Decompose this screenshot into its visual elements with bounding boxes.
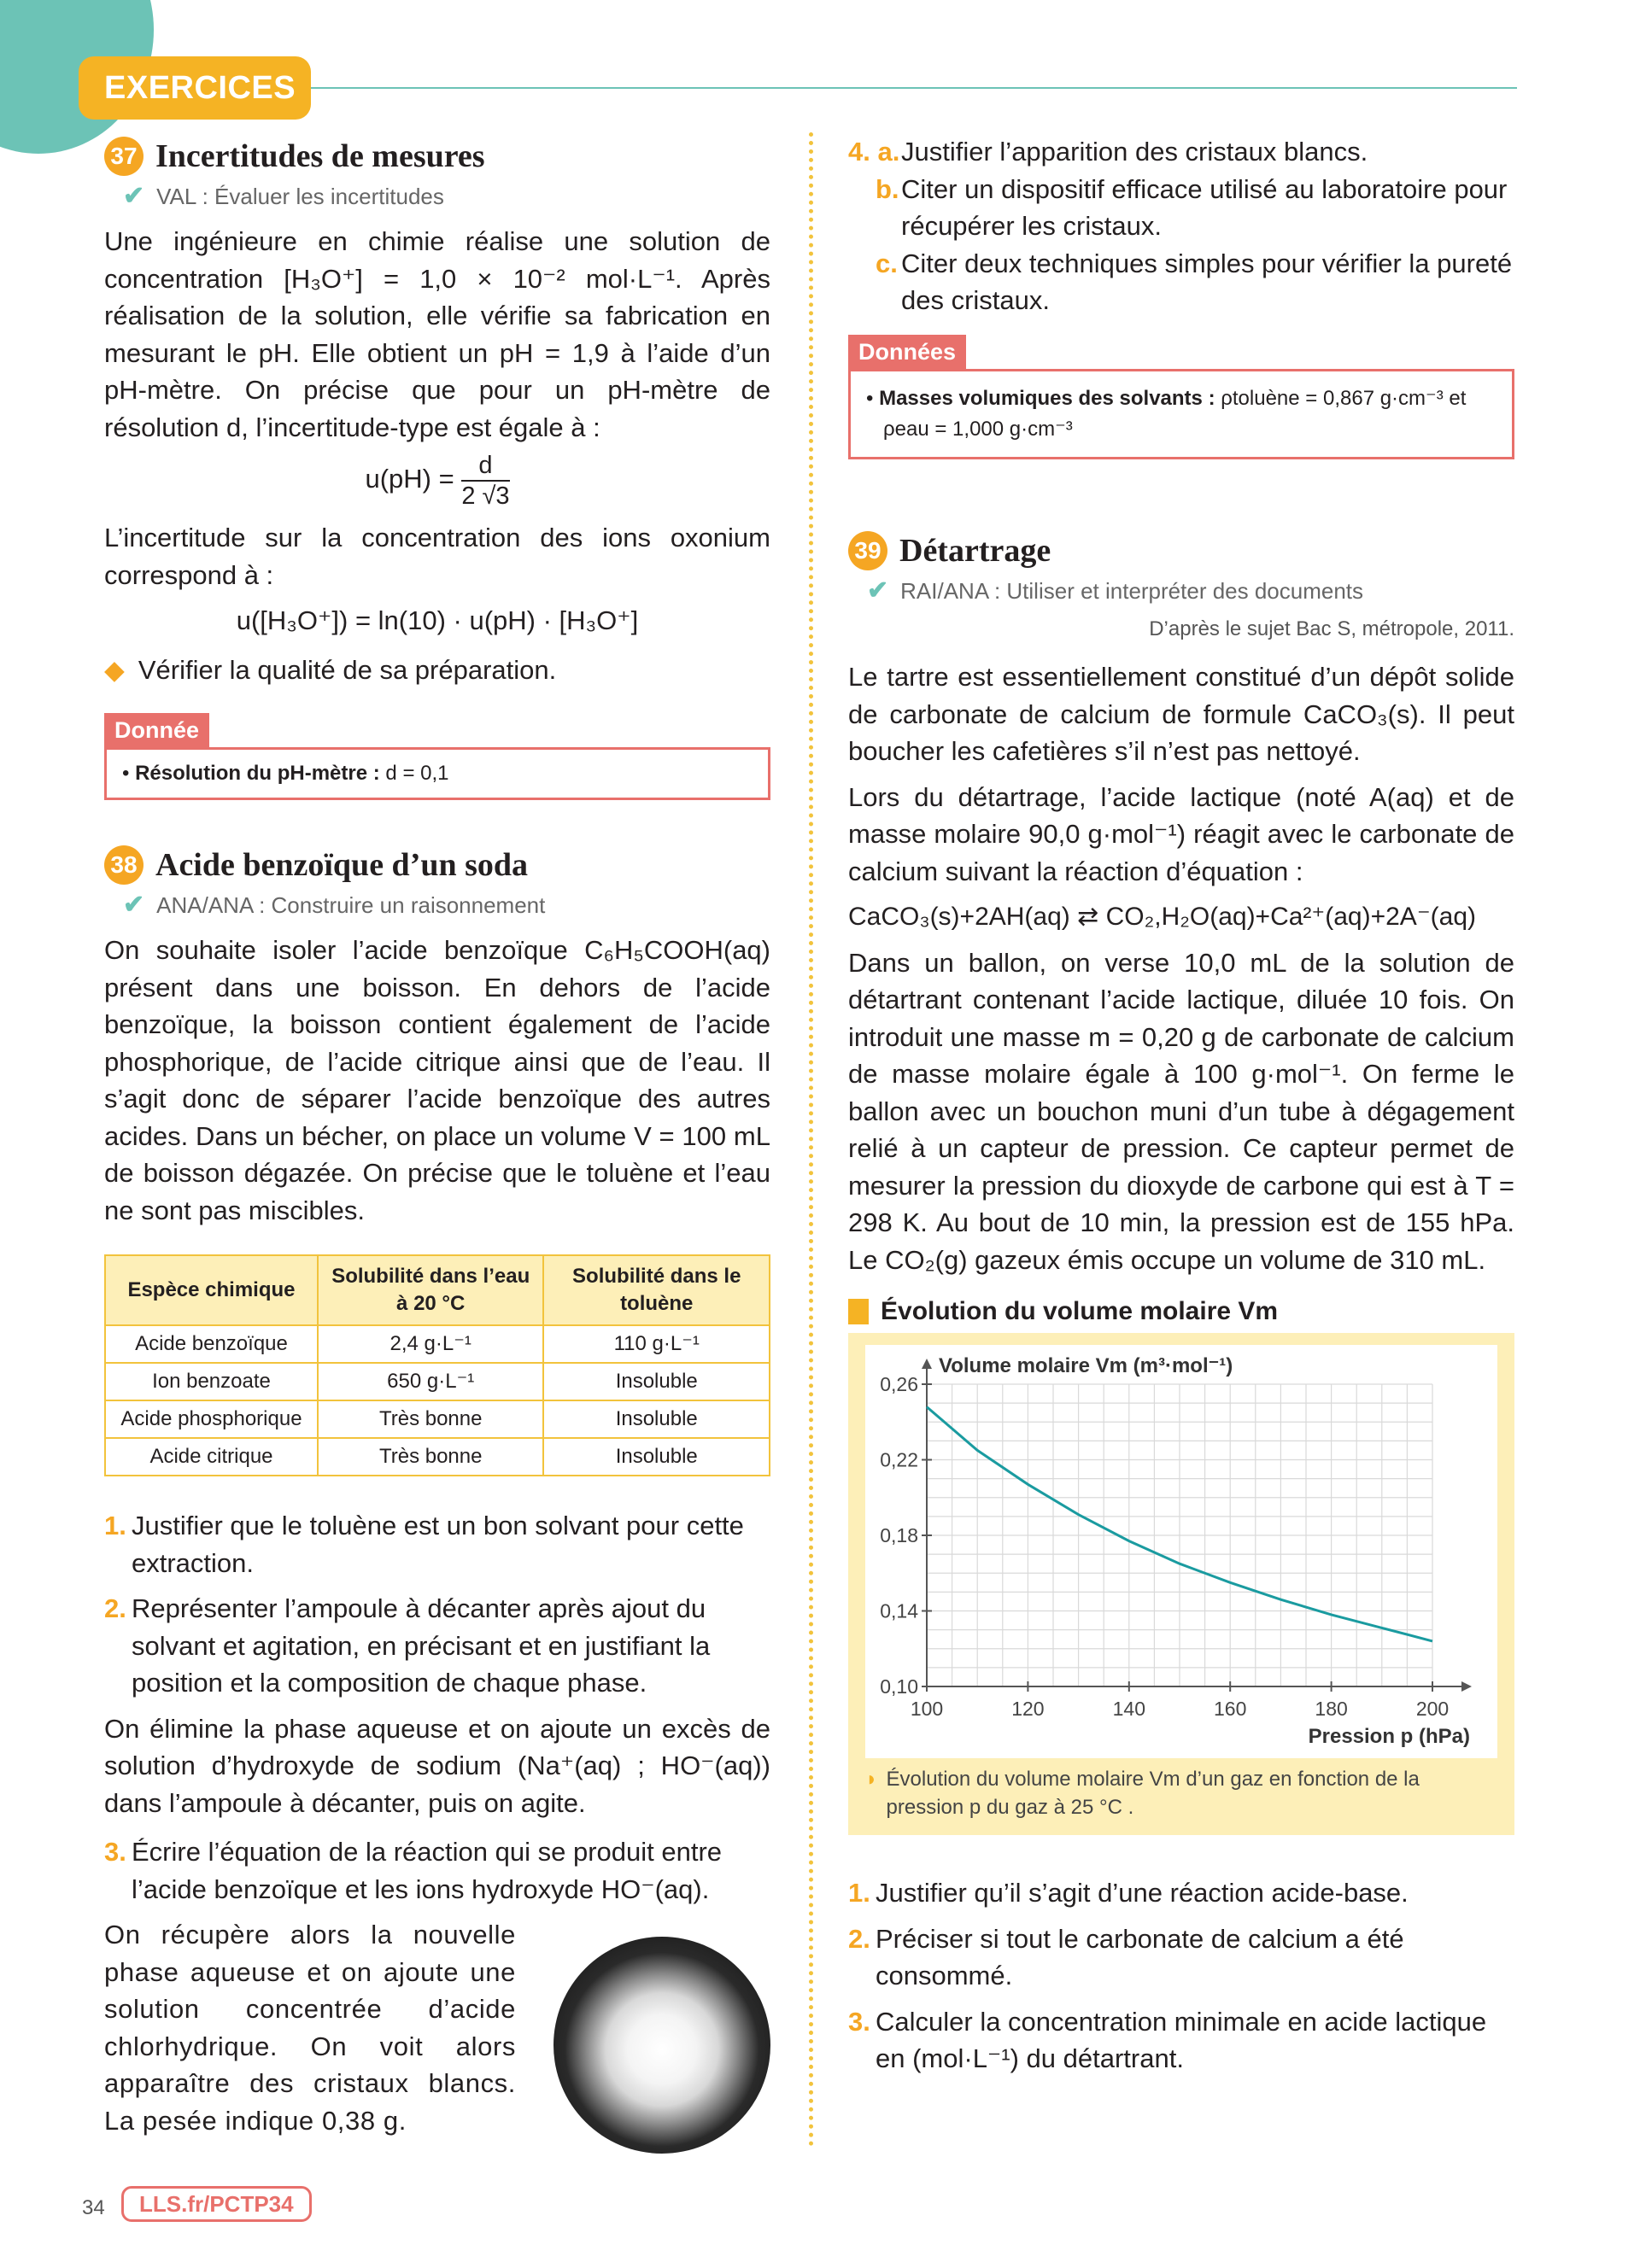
graph-title: Évolution du volume molaire Vm xyxy=(848,1297,1514,1326)
x-tick-label: 200 xyxy=(1415,1698,1450,1720)
square-icon xyxy=(848,1299,869,1324)
check-icon: ✔ xyxy=(123,182,145,210)
skill-label: RAI/ANA : Utiliser et interpréter des documents xyxy=(900,578,1364,604)
y-tick-label: 0,22 xyxy=(880,1448,918,1471)
paragraph: On souhaite isoler l’acide benzoïque C₆H₅COOH(aq) présent dans une boisson. En dehors de l’acide benzoïque, la boisson contient également de l’acide phosphorique, de l’acide citrique ainsi que de l’eau. Il s’agit donc de séparer l’acide benzoïque des autres acides. Dans un bécher, on place un volume V = 100 mL de boisson dégazée. On précise que le toluène et l’eau ne sont pas miscibles. xyxy=(104,935,770,1225)
exercise-number: 37 xyxy=(104,137,144,176)
table-header: Solubilité dans le toluène xyxy=(543,1255,770,1325)
graph-caption: ◗ Évolution du volume molaire Vm d’un gaz en fonction de la pression p du gaz à 25 °C . xyxy=(865,1765,1497,1821)
x-tick-label: 120 xyxy=(1011,1698,1045,1720)
paragraph: On récupère alors la nouvelle phase aqueuse et on ajoute une solution concentrée d’acide chlorhydrique. On voit alors apparaître des cristaux blancs. La pesée indique 0,38 g. xyxy=(104,1920,516,2136)
exercise-38-continued xyxy=(848,133,1514,459)
x-axis-arrow xyxy=(1461,1681,1472,1692)
data-block: Donnée • Résolution du pH-mètre : d = 0,1 xyxy=(104,713,770,800)
exercise-37 xyxy=(104,137,770,800)
paragraph: Lors du détartrage, l’acide lactique (noté A(aq) et de masse molaire 90,0 g·mol⁻¹) réagit avec le carbonate de calcium suivant la réaction d’équation : xyxy=(848,781,1514,886)
skill-label: VAL : Évaluer les incertitudes xyxy=(156,184,444,209)
data-tag: Données xyxy=(848,335,966,369)
question-1: 1. Justifier qu’il s’agit d’une réaction acide-base. xyxy=(848,1878,1409,1908)
check-icon: ✔ xyxy=(123,891,145,919)
x-tick-label: 160 xyxy=(1214,1698,1247,1720)
y-tick-label: 0,14 xyxy=(880,1599,918,1622)
question-4c: c. Citer deux techniques simples pour vérifier la pureté des cristaux. xyxy=(876,248,1513,315)
task: ◆ Vérifier la qualité de sa préparation. xyxy=(104,655,557,685)
y-axis-arrow xyxy=(922,1359,932,1369)
question-4b: b. Citer un dispositif efficace utilisé au laboratoire pour récupérer les cristaux. xyxy=(876,173,1508,241)
footer-link[interactable]: LLS.fr/PCTP34 xyxy=(121,2186,312,2222)
y-tick-label: 0,18 xyxy=(880,1524,918,1546)
volume-chart xyxy=(865,1345,1497,1758)
graph-panel xyxy=(848,1333,1514,1835)
data-tag: Donnée xyxy=(104,713,209,747)
y-axis-label: Volume molaire Vm (m³·mol⁻¹) xyxy=(939,1354,1233,1377)
page-number: 34 xyxy=(82,2196,105,2219)
formula-uph: u(pH) = $\frac{d}{2 √3}$ xyxy=(365,452,510,510)
x-tick-label: 140 xyxy=(1112,1698,1145,1720)
question-2: 2. Préciser si tout le carbonate de calcium a été consommé. xyxy=(848,1923,1404,1990)
exercise-title: Incertitudes de mesures xyxy=(155,138,485,174)
table-header: Solubilité dans l’eau à 20 °C xyxy=(318,1255,544,1325)
exercise-number: 39 xyxy=(848,531,887,570)
question-1: 1. Justifier que le toluène est un bon solvant pour cette extraction. xyxy=(104,1511,744,1578)
header-rule xyxy=(311,87,1517,89)
table-row: Ion benzoate 650 g·L⁻¹ Insoluble xyxy=(105,1363,770,1400)
paragraph: On élimine la phase aqueuse et on ajoute un excès de solution d’hydroxyde de sodium (Na⁺(aq) ; HO⁻(aq)) dans l’ampoule à décanter, puis on agite. xyxy=(104,1713,770,1818)
table-row: Acide citrique Très bonne Insoluble xyxy=(105,1438,770,1476)
check-icon: ✔ xyxy=(867,576,889,605)
data-block: Données • Masses volumiques des solvants : ρtoluène = 0,867 g·cm⁻³ et ρeau = 1,000 g·cm⁻³ xyxy=(848,335,1514,459)
exercise-39 xyxy=(848,531,1514,2078)
x-tick-label: 100 xyxy=(910,1698,944,1720)
solubility-table xyxy=(104,1254,770,1476)
section-label: EXERCICES xyxy=(79,56,311,120)
formula-uconc: u([H₃O⁺]) = ln(10) · u(pH) · [H₃O⁺] xyxy=(236,605,639,635)
exercise-title: Détartrage xyxy=(899,533,1051,569)
bullet-icon: ◆ xyxy=(104,655,125,685)
crystals-photo xyxy=(554,1937,770,2154)
column-divider xyxy=(809,132,813,2148)
question-3: 3. Écrire l’équation de la réaction qui se produit entre l’acide benzoïque et les ions hydroxyde HO⁻(aq). xyxy=(104,1837,723,1904)
paragraph: Le tartre est essentiellement constitué d’un dépôt solide de carbonate de calcium de formule CaCO₃(s). Il peut boucher les cafetières s’il n’est pas nettoyé. xyxy=(848,662,1514,766)
paragraph: Dans un ballon, on verse 10,0 mL de la solution de détartrant contenant l’acide lactique, diluée 10 fois. On introduit une masse m = 0,20 g de carbonate de calcium de masse molaire égale à 100 g·mol⁻¹. On ferme le ballon avec un bouchon muni d’un tube à dégagement relié à un capteur de pression. Ce capteur permet de mesurer la pression du dioxyde de carbone qui est à T = 298 K. Au bout de 10 min, la pression est de 155 hPa. Le CO₂(g) gazeux émis occupe un volume de 310 mL. xyxy=(848,947,1514,1275)
skill-label: ANA/ANA : Construire un raisonnement xyxy=(156,892,546,918)
y-tick-label: 0,26 xyxy=(880,1373,918,1395)
question-2: 2. Représenter l’ampoule à décanter après ajout du solvant et agitation, en précisant et en justifiant la position et la composition de chaque phase. xyxy=(104,1593,711,1698)
question-3: 3. Calculer la concentration minimale en acide lactique en (mol·L⁻¹) du détartrant. xyxy=(848,2006,1487,2073)
paragraph: Une ingénieure en chimie réalise une solution de concentration [H₃O⁺] = 1,0 × 10⁻² mol·L⁻¹. Après réalisation de la solution, elle vérifie sa fabrication en mesurant le pH. Elle obtient un pH = 1,9 à l’aide d’un pH-mètre. On précise que pour un pH-mètre de résolution d, l’incertitude-type est égale à : xyxy=(104,226,770,442)
table-row: Acide benzoïque 2,4 g·L⁻¹ 110 g·L⁻¹ xyxy=(105,1325,770,1363)
table-row: Acide phosphorique Très bonne Insoluble xyxy=(105,1400,770,1438)
x-tick-label: 180 xyxy=(1315,1698,1348,1720)
exercise-number: 38 xyxy=(104,845,144,885)
source-note: D’après le sujet Bac S, métropole, 2011. xyxy=(1149,617,1514,640)
question-4a: 4. a. Justifier l’apparition des cristaux blancs. xyxy=(848,137,1368,167)
exercise-title: Acide benzoïque d’un soda xyxy=(155,847,529,883)
caption-icon: ◗ xyxy=(865,1768,878,1791)
table-header: Espèce chimique xyxy=(105,1255,318,1325)
y-tick-label: 0,10 xyxy=(880,1675,918,1698)
x-axis-label: Pression p (hPa) xyxy=(1308,1725,1470,1748)
equation: CaCO₃(s)+2AH(aq) ⇄ CO₂,H₂O(aq)+Ca²⁺(aq)+2A⁻(aq) xyxy=(848,903,1476,931)
paragraph: L’incertitude sur la concentration des ions oxonium correspond à : xyxy=(104,523,770,590)
